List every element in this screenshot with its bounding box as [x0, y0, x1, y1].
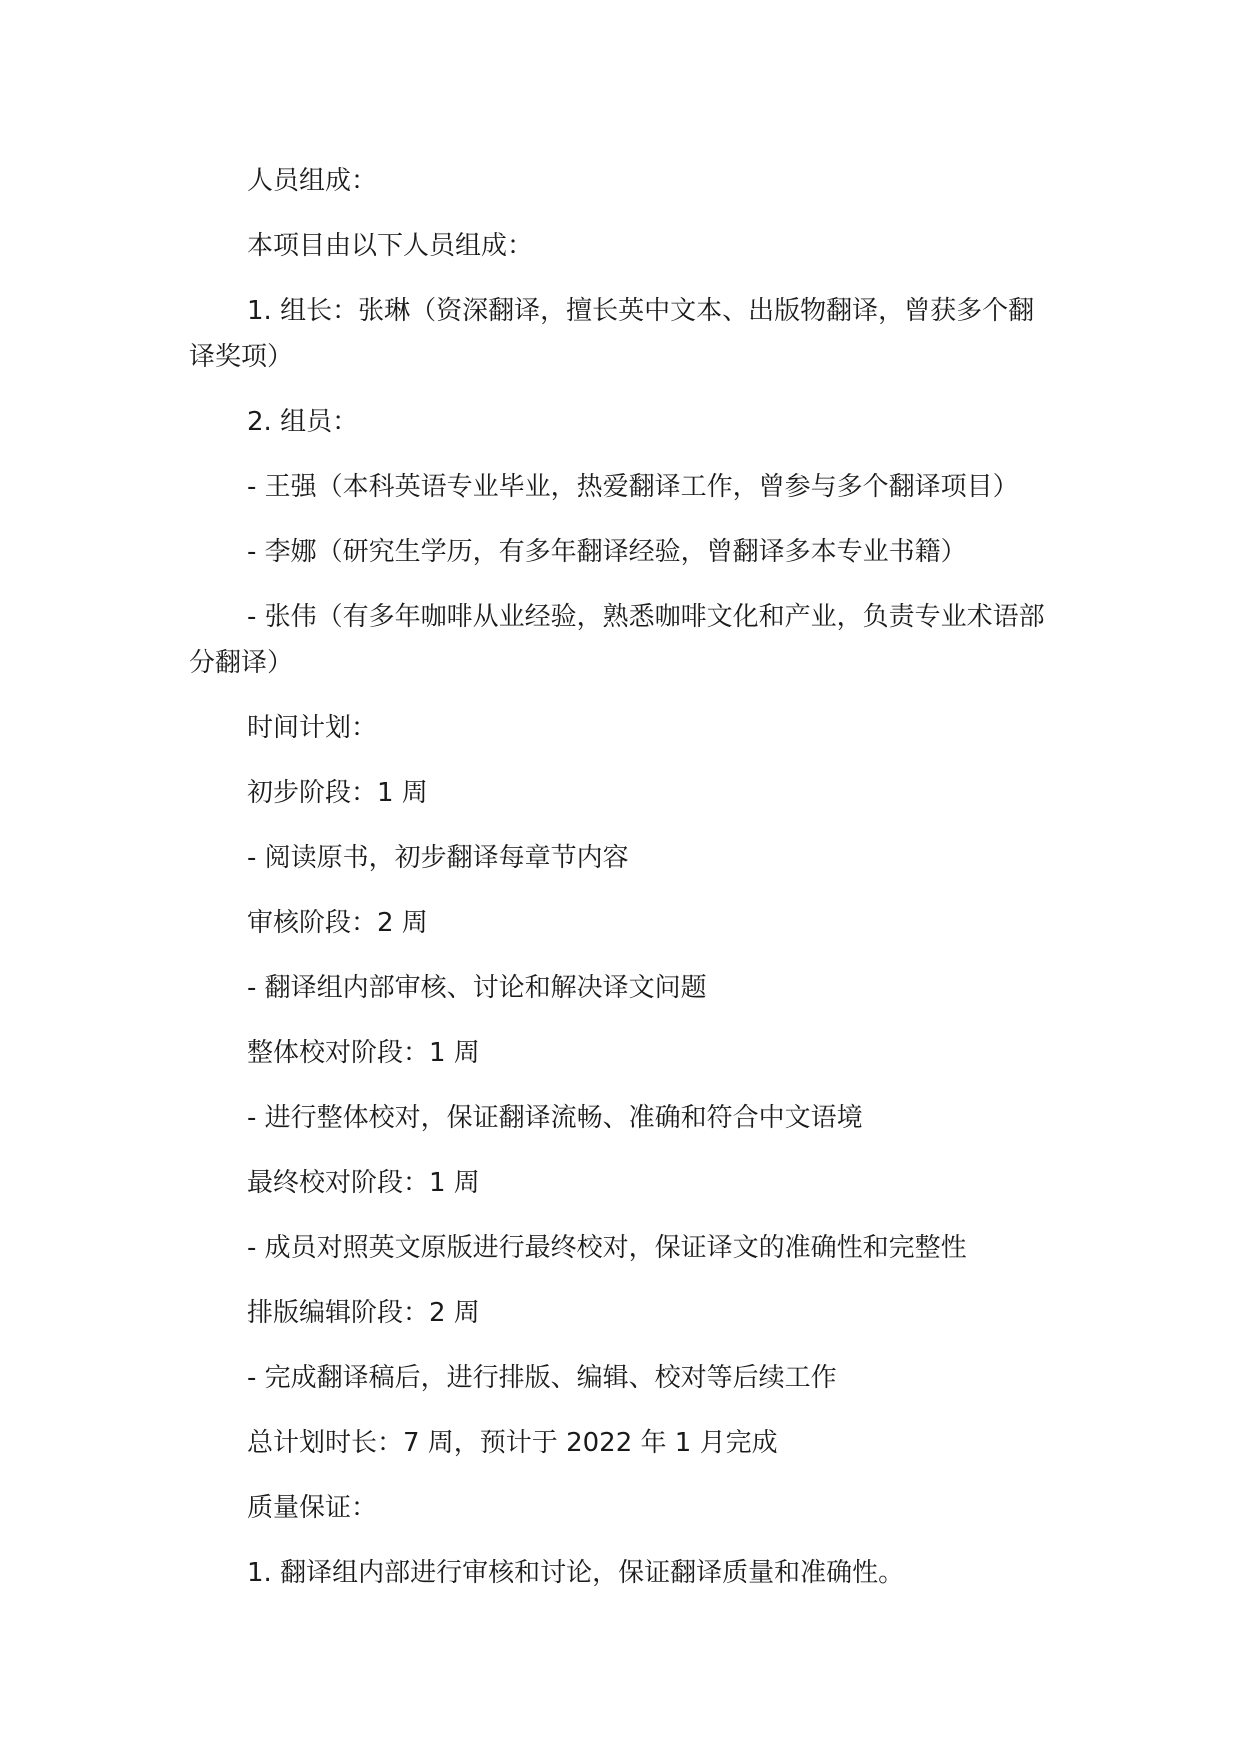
document-body	[189, 158, 1051, 1596]
member-item: - 李娜（研究生学历，有多年翻译经验，曾翻译多本专业书籍）	[247, 537, 967, 567]
schedule-phase: 审核阶段：2 周	[247, 908, 428, 938]
team-members-heading: 2. 组员：	[247, 407, 359, 437]
section-heading-personnel: 人员组成：	[247, 166, 378, 196]
schedule-phase-detail: - 进行整体校对，保证翻译流畅、准确和符合中文语境	[247, 1103, 863, 1133]
section-heading-quality: 质量保证：	[247, 1493, 378, 1523]
schedule-phase-detail: - 成员对照英文原版进行最终校对，保证译文的准确性和完整性	[247, 1233, 967, 1263]
personnel-intro: 本项目由以下人员组成：	[247, 231, 534, 261]
schedule-phase-detail: - 完成翻译稿后，进行排版、编辑、校对等后续工作	[247, 1363, 837, 1393]
schedule-phase: 最终校对阶段：1 周	[247, 1168, 480, 1198]
section-heading-schedule: 时间计划：	[247, 713, 378, 743]
schedule-phase-detail: - 翻译组内部审核、讨论和解决译文问题	[247, 973, 707, 1003]
member-item: - 张伟（有多年咖啡从业经验，熟悉咖啡文化和产业，负责专业术语部分翻译）	[189, 602, 1045, 678]
schedule-phase: 排版编辑阶段：2 周	[247, 1298, 480, 1328]
schedule-phase-detail: - 阅读原书，初步翻译每章节内容	[247, 843, 629, 873]
schedule-phase: 初步阶段：1 周	[247, 778, 428, 808]
quality-item: 1. 翻译组内部进行审核和讨论，保证翻译质量和准确性。	[247, 1558, 905, 1588]
schedule-total: 总计划时长：7 周，预计于 2022 年 1 月完成	[247, 1428, 778, 1458]
schedule-phase: 整体校对阶段：1 周	[247, 1038, 480, 1068]
member-item: - 王强（本科英语专业毕业，热爱翻译工作，曾参与多个翻译项目）	[247, 472, 1019, 502]
team-leader-item: 1. 组长：张琳（资深翻译，擅长英中文本、出版物翻译，曾获多个翻译奖项）	[189, 296, 1035, 372]
